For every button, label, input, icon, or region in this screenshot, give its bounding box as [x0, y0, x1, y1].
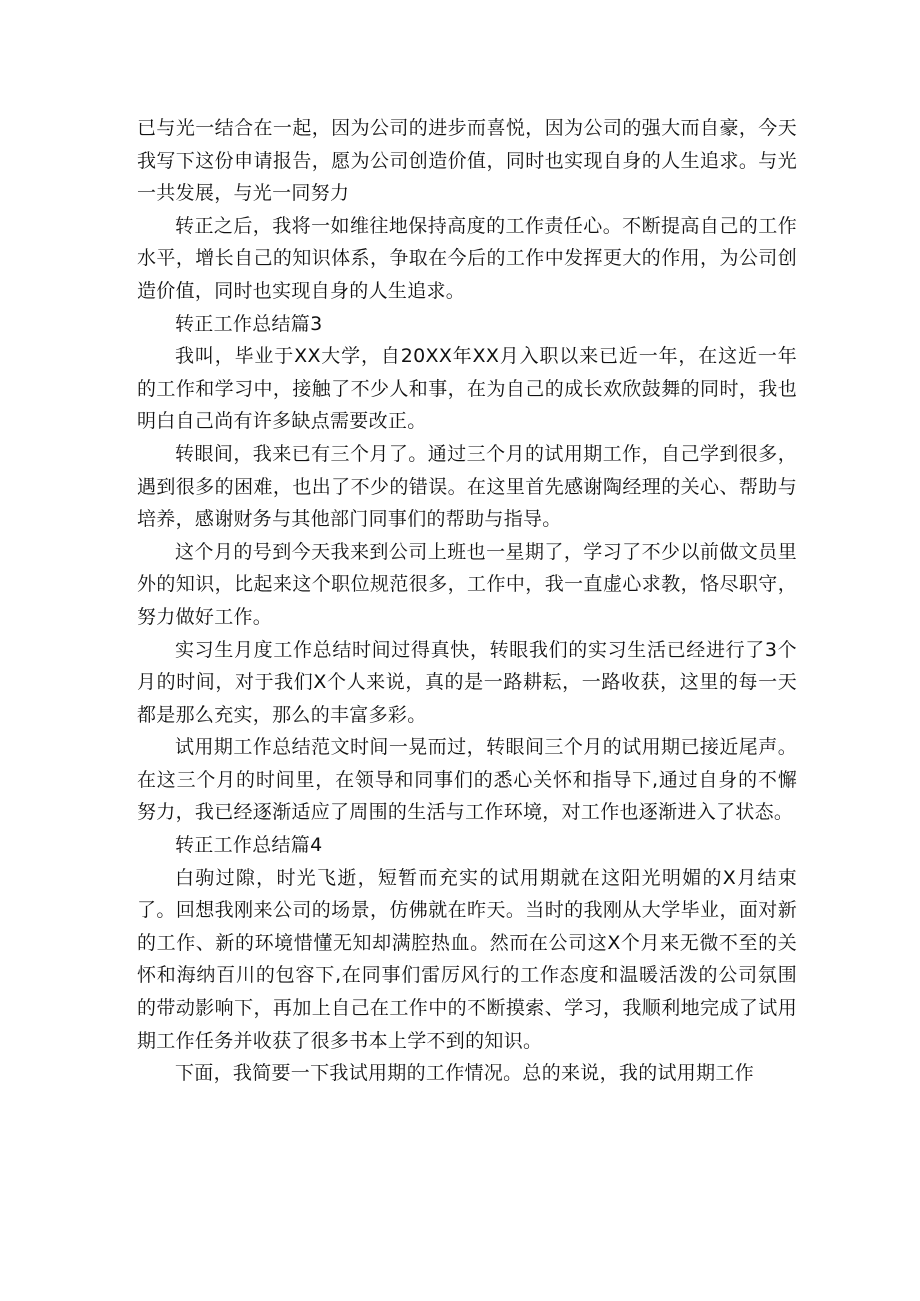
paragraph: 转眼间，我来已有三个月了。通过三个月的试用期工作，自己学到很多，遇到很多的困难，也出了不少的错误。在这里首先感谢陶经理的关心、帮助与培养，感谢财务与其他部门同事们的帮助与指导。: [137, 442, 797, 531]
paragraph: 已与光一结合在一起，因为公司的进步而喜悦，因为公司的强大而自豪，今天我写下这份申请报告，愿为公司创造价值，同时也实现自身的人生追求。与光一共发展，与光一同努力: [137, 117, 797, 205]
paragraph: 试用期工作总结范文时间一晃而过，转眼间三个月的试用期已接近尾声。在这三个月的时间里，在领导和同事们的悉心关怀和指导下,通过自身的不懈努力，我已经逐渐适应了周围的生活与工作环境，对工作也逐渐进入了状态。: [137, 736, 797, 824]
paragraph: 我叫，毕业于XX大学，自20XX年XX月入职以来已近一年，在这近一年的工作和学习中，接触了不少人和事，在为自己的成长欢欣鼓舞的同时，我也明白自己尚有许多缺点需要改正。: [137, 345, 797, 433]
section-heading: 转正工作总结篇4: [175, 834, 323, 857]
document-body: [137, 112, 797, 1090]
paragraph: 下面，我简要一下我试用期的工作情况。总的来说，我的试用期工作: [175, 1062, 755, 1085]
paragraph: 这个月的号到今天我来到公司上班也一星期了，学习了不少以前做文员里外的知识，比起来这个职位规范很多，工作中，我一直虚心求教，恪尽职守，努力做好工作。: [137, 540, 797, 628]
paragraph: 白驹过隙，时光飞逝，短暂而充实的试用期就在这阳光明媚的X月结束了。回想我刚来公司的场景，仿佛就在昨天。当时的我刚从大学毕业，面对新的工作、新的环境惜懂无知却满腔热血。然而在公司这X个月来无微不至的关怀和海纳百川的包容下,在同事们雷厉风行的工作态度和温暖活泼的公司氛围的带动影响下，再加上自己在工作中的不断摸索、学习，我顺利地完成了试用期工作任务并收获了很多书本上学不到的知识。: [137, 866, 797, 1052]
paragraph: 转正之后，我将一如维往地保持高度的工作责任心。不断提高自己的工作水平，增长自己的知识体系，争取在今后的工作中发挥更大的作用，为公司创造价值，同时也实现自身的人生追求。: [137, 214, 797, 302]
paragraph: 实习生月度工作总结时间过得真快，转眼我们的实习生活已经进行了3个月的时间，对于我们X个人来说，真的是一路耕耘，一路收获，这里的每一天都是那么充实，那么的丰富多彩。: [137, 638, 797, 726]
section-heading: 转正工作总结篇3: [175, 312, 323, 335]
